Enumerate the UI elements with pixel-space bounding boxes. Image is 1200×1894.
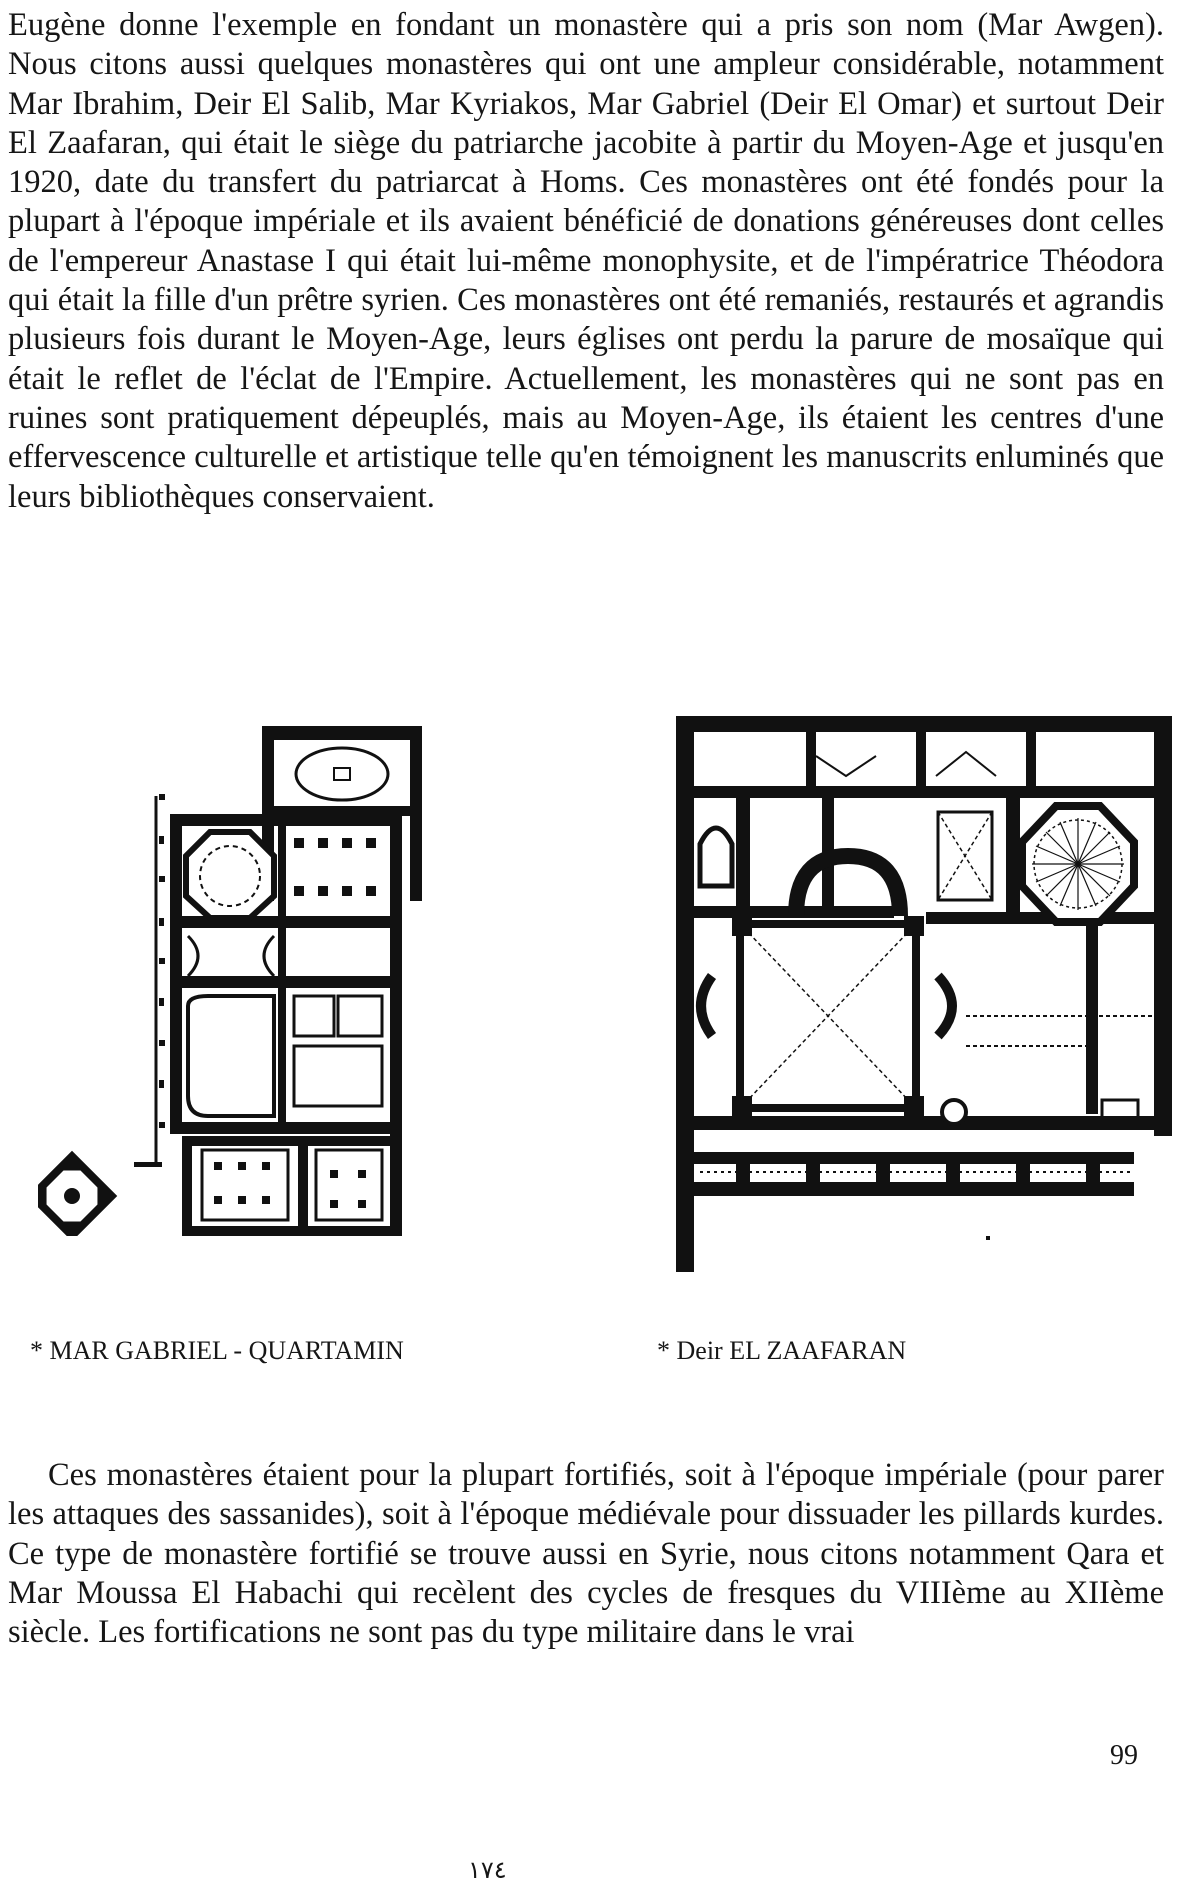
page-number: 99 (1110, 1740, 1138, 1771)
mar-gabriel-floor-plan (38, 726, 458, 1236)
figure-caption-deir-el-zaafaran: * Deir EL ZAAFARAN (657, 1336, 907, 1365)
deir-el-zaafaran-floor-plan (676, 716, 1172, 1272)
body-paragraph-2: Ces monastères étaient pour la plupart fortifiés, soit à l'époque impériale (pour parer les attaques des sassanides), soit à l'époque médiévale pour dissuader les pillards kurdes. Ce type de monastère fortifié se trouve aussi en Syrie, nous citons notamment Qara et Mar Moussa El Habachi qui recèlent des cycles de fresques du VIIIème au XIIème siècle. Les fortifications ne sont pas du type militaire dans le vrai (8, 1457, 1164, 1651)
figure-caption-mar-gabriel: * MAR GABRIEL - QUARTAMIN (30, 1336, 404, 1365)
body-paragraph-1: Eugène donne l'exemple en fondant un monastère qui a pris son nom (Mar Awgen). Nous citons aussi quelques monastères qui ont une ampleur considérable, notamment Mar Ibrahim, Deir El Salib, Mar Kyriakos, Mar Gabriel (Deir El Omar) et surtout Deir El Zaafaran, qui était le siège du patriarche jacobite à partir du Moyen-Age et jusqu'en 1920, date du transfert du patriarcat à Homs. Ces monastères ont été fondés pour la plupart à l'époque impériale et ils avaient bénéficié de donations généreuses dont celles de l'empereur Anastase I qui était lui-même monophysite, et de l'impératrice Théodora qui était la fille d'un prêtre syrien. Ces monastères ont été remaniés, restaurés et agrandis plusieurs fois durant le Moyen-Age, leurs églises ont perdu la parure de mosaïque qui était le reflet de l'éclat de l'Empire. Actuellement, les monastères qui ne sont pas en ruines sont pratiquement dépeuplés, mais au Moyen-Age, ils étaient les centres d'une effervescence culturelle et artistique telle qu'en témoignent les manuscrits enluminés que leurs bibliothèques conservaient. (8, 7, 1164, 515)
arabic-page-number: ١٧٤ (468, 1856, 507, 1884)
